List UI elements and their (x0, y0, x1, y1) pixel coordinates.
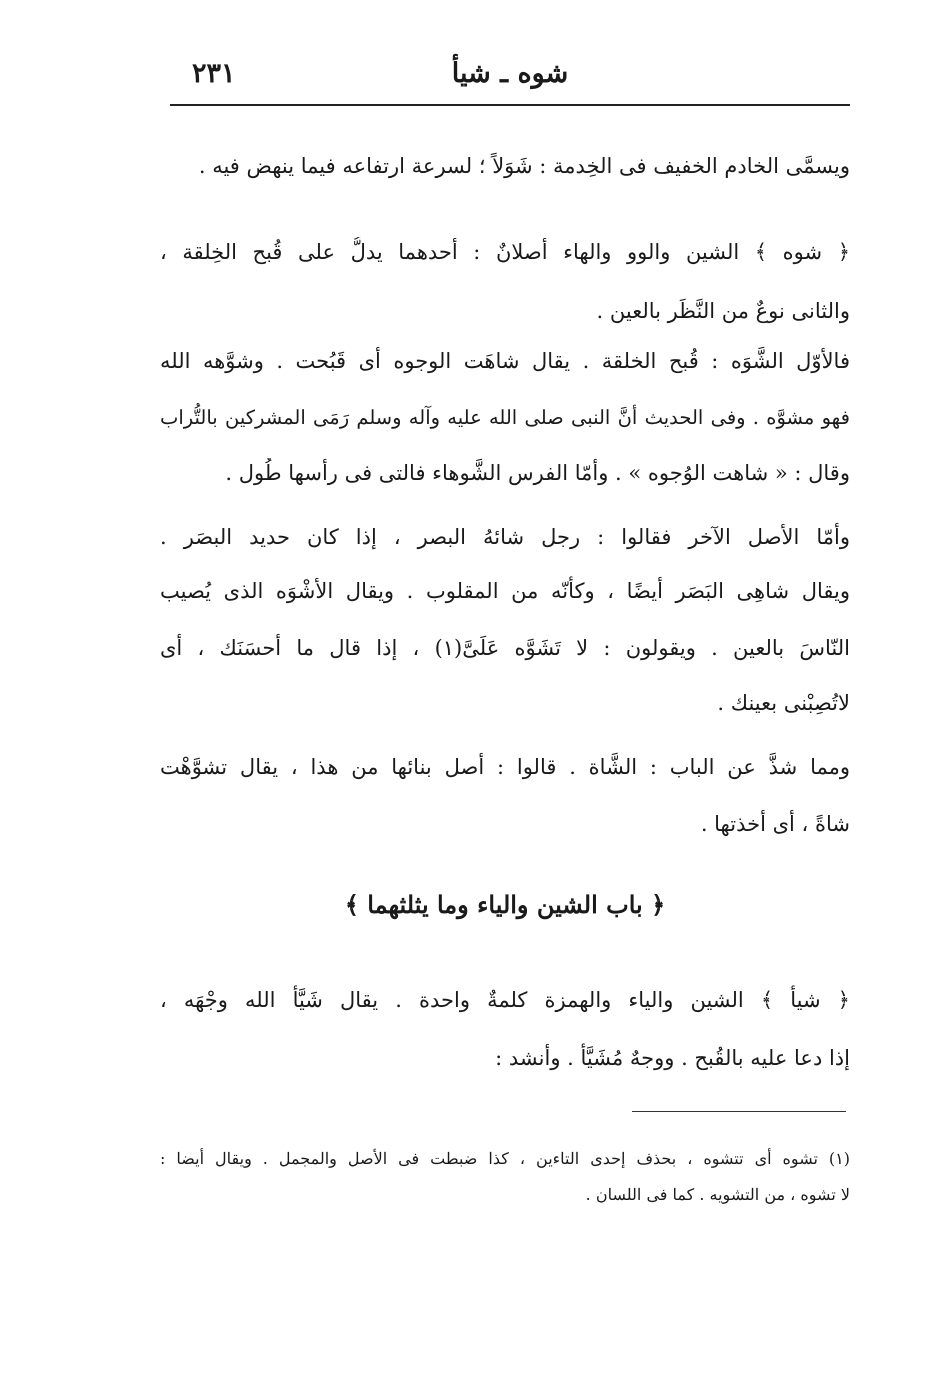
text-line: فهو مشوَّه . وفى الحديث أنَّ النبى صلى الله عليه وآله وسلم رَمَى المشركين بالتُّراب (160, 406, 850, 429)
text-line: النّاسَ بالعين . ويقولون : لا تَشَوَّه عَلَىَّ(١) ، إذا قال ما أحسَنَك ، أى (160, 636, 850, 660)
text-line: والثانى نوعٌ من النَّظَر بالعين . (596, 299, 850, 323)
footnote-line: (١) تشوه أى تتشوه ، بحذف إحدى التاءين ، كذا ضبطت فى الأصل والمجمل . ويقال أيضا : (160, 1149, 850, 1168)
entry-line: ﴿ شيأ ﴾ الشين والياء والهمزة كلمةٌ واحدة . يقال شَيَّأ الله وجْهَه ، (160, 988, 850, 1012)
footnote-rule (632, 1111, 846, 1112)
text-line: لاتُصِبْنى بعينك . (717, 691, 850, 715)
text-line: إذا دعا عليه بالقُبح . ووجهٌ مُشَيَّأٌ . وأنشد : (495, 1046, 850, 1070)
footnote-line: لا تشوه ، من التشويه . كما فى اللسان . (585, 1185, 850, 1204)
entry-line: ﴿ شوه ﴾ الشين والوو والهاء أصلانٌ : أحدهما يدلُّ على قُبح الخِلقة ، (160, 240, 850, 264)
text-line: ويقال شاهِى البَصَر أيضًا ، وكأنّه من المقلوب . ويقال الأشْوَه الذى يُصيب (160, 579, 850, 603)
text-line: فالأوّل الشَّوَه : قُبح الخلقة . يقال شاهَت الوجوه أى قَبُحت . وشوَّهه الله (160, 349, 850, 373)
text-line: ومما شذَّ عن الباب : الشَّاة . قالوا : أصل بنائها من هذا ، يقال تشوَّهْت (160, 755, 850, 779)
header-rule (170, 104, 850, 106)
running-head: شوه ـ شيأ (451, 58, 569, 89)
text-line: ويسمَّى الخادم الخفيف فى الخِدمة : شَوَلاً ؛ لسرعة ارتفاعه فيما ينهض فيه . (198, 154, 850, 178)
text-line: وقال : « شاهت الوُجوه » . وأمّا الفرس الشَّوهاء فالتى فى رأسها طُول . (225, 461, 850, 485)
page-number: ٢٣١ (192, 58, 236, 89)
text-line: شاةً ، أى أخذتها . (700, 812, 850, 836)
text-line: وأمّا الأصل الآخر فقالوا : رجل شائهُ البصر ، إذا كان حديد البصَر . (160, 525, 850, 549)
page-header (170, 52, 850, 96)
section-heading: ﴿ باب الشين والياء وما يثلثهما ﴾ (344, 890, 666, 919)
